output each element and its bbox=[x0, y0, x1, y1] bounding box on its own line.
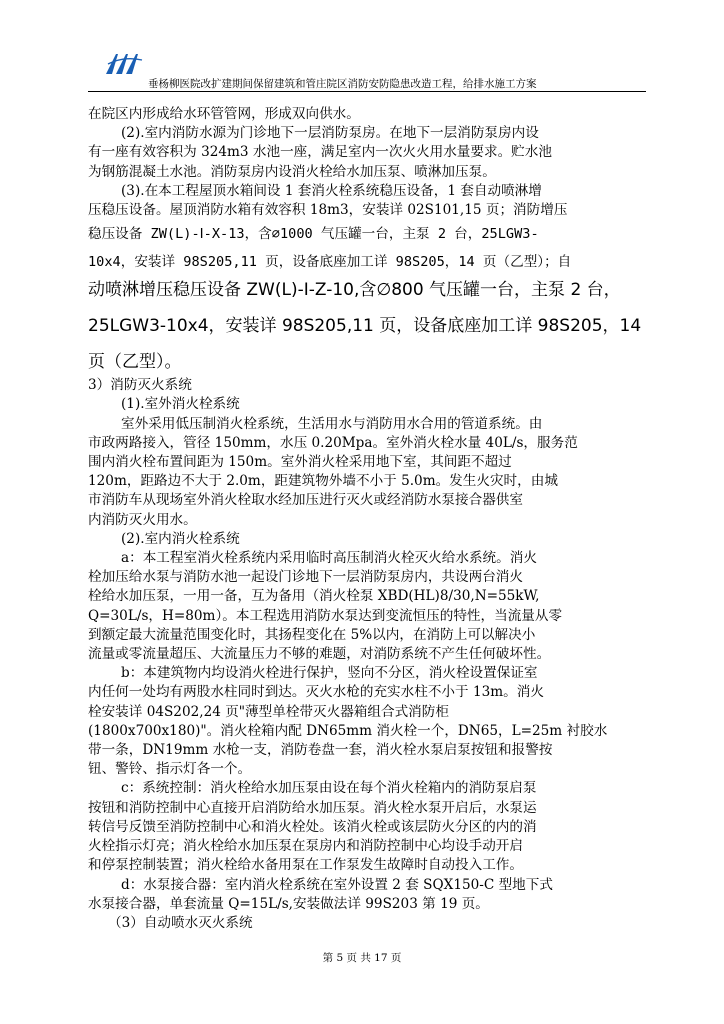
section-heading: 3）消防灭火系统 bbox=[88, 377, 192, 394]
header-title: 垂杨柳医院改扩建期间保留建筑和管庄院区消防安防隐患改造工程，给排水施工方案 bbox=[148, 78, 537, 90]
subsection-heading: （3）自动喷水灭火系统 bbox=[108, 914, 253, 931]
subsection-heading: (1).室外消火栓系统 bbox=[121, 396, 240, 413]
text-line: 按钮和消防控制中心直接开启消防给水加压泵。消火栓水泵开启后，水泵运 bbox=[88, 799, 537, 816]
text-line: 到额定最大流量范围变化时，其扬程变化在 5%以内，在消防上可以解决小 bbox=[88, 626, 536, 643]
text-line: a：本工程室消火栓系统内采用临时高压制消火栓灭火给水系统。消火 bbox=[121, 550, 537, 567]
text-line: 和停泵控制装置；消火栓给水备用泵在工作泵发生故障时自动投入工作。 bbox=[88, 857, 523, 874]
text-line: 动喷淋增压稳压设备 ZW(L)-I-Z-10,含∅800 气压罐一台，主泵 2 台， bbox=[88, 280, 621, 301]
page-number: 第 5 页 共 17 页 bbox=[322, 952, 402, 964]
text-line: 市消防车从现场室外消火栓取水经加压进行灭火或经消防水泵接合器供室 bbox=[88, 492, 523, 509]
text-line: b：本建筑物内均设消火栓进行保护，竖向不分区，消火栓设置保证室 bbox=[121, 665, 538, 682]
subsection-heading: (2).室内消火栓系统 bbox=[121, 530, 240, 547]
text-line: 转信号反馈至消防控制中心和消火栓处。该消火栓或该层防火分区的内的消 bbox=[88, 818, 537, 835]
text-line: 室外采用低压制消火栓系统，生活用水与消防用水合用的管道系统。由 bbox=[121, 415, 543, 432]
text-line: (2).室内消防水源为门诊地下一层消防泵房。在地下一层消防泵房内设 bbox=[121, 125, 539, 142]
text-line: 稳压设备 ZW(L)-Ⅰ-X-13，含∅1000 气压罐一台，主泵 2 台，25LGW3- bbox=[88, 226, 539, 243]
text-line: 带一条，DN19mm 水枪一支，消防卷盘一套，消火栓水泵启泵按钮和报警按 bbox=[88, 742, 553, 759]
text-line: 市政两路接入，管径 150mm，水压 0.20Mpa。室外消火栓水量 40L/s，服务范 bbox=[88, 434, 578, 451]
text-line: c：系统控制：消火栓给水加压泵由设在每个消火栓箱内的消防泵启泵 bbox=[121, 780, 537, 797]
text-line: (1800x700x180)"。消火栓箱内配 DN65mm 消火栓一个，DN65，L=25m 衬胶水 bbox=[88, 722, 608, 739]
text-line: 水泵接合器，单套流量 Q=15L/s,安装做法详 99S203 第 19 页。 bbox=[88, 895, 489, 912]
text-line: 钮、警铃、指示灯各一个。 bbox=[88, 761, 252, 778]
company-logo bbox=[104, 50, 144, 76]
text-line: 120m，距路边不大于 2.0m，距建筑物外墙不小于 5.0m。发生火灾时，由城 bbox=[88, 473, 558, 490]
document-body bbox=[88, 105, 648, 933]
text-line: 有一座有效容积为 324m3 水池一座，满足室内一次火火用水量要求。贮水池 bbox=[88, 144, 552, 161]
text-line: 内消防灭火用水。 bbox=[88, 511, 197, 528]
text-line: 流量或零流量超压、大流量压力不够的难题，对消防系统不产生任何破坏性。 bbox=[88, 646, 551, 663]
text-line: 内任何一处均有两股水柱同时到达。灭火水枪的充实水柱不小于 13m。消火 bbox=[88, 684, 544, 701]
text-line: 栓加压给水泵与消防水池一起设门诊地下一层消防泵房内，共设两台消火 bbox=[88, 569, 523, 586]
header-divider bbox=[88, 91, 646, 92]
text-line: 压稳压设备。屋顶消防水箱有效容积 18m3，安装详 02S101,15 页；消防增压 bbox=[88, 202, 568, 219]
text-line: 栓给水加压泵，一用一备，互为备用（消火栓泵 XBD(HL)8/30,N=55kW, bbox=[88, 588, 540, 605]
text-line: (3).在本工程屋顶水箱间设 1 套消火栓系统稳压设备，1 套自动喷淋增 bbox=[121, 182, 542, 199]
text-line: 25LGW3-10x4，安装详 98S205,11 页，设备底座加工详 98S205，14 bbox=[88, 316, 642, 337]
text-line: d：水泵接合器：室内消火栓系统在室外设置 2 套 SQX150-C 型地下式 bbox=[121, 876, 553, 893]
text-line: 围内消火栓布置间距为 150m。室外消火栓采用地下室，其间距不超过 bbox=[88, 454, 512, 471]
text-line: 页（乙型）。 bbox=[88, 352, 182, 373]
text-line: 在院区内形成给水环管管网，形成双向供水。 bbox=[88, 106, 360, 122]
text-line: Q=30L/s，H=80m）。本工程选用消防水泵达到变流恒压的特性，当流量从零 bbox=[88, 607, 563, 624]
text-line: 火栓指示灯亮；消火栓给水加压泵在泵房内和消防控制中心均设手动开启 bbox=[88, 838, 523, 855]
text-line: 为钢筋混凝土水池。消防泵房内设消火栓给水加压泵、喷淋加压泵。 bbox=[88, 163, 496, 180]
text-line: 栓安装详 04S202,24 页"薄型单栓带灭火器箱组合式消防柜 bbox=[88, 703, 449, 720]
text-line: 10x4，安装详 98S205,11 页，设备底座加工详 98S205，14 页（乙型）；自 bbox=[88, 254, 572, 271]
